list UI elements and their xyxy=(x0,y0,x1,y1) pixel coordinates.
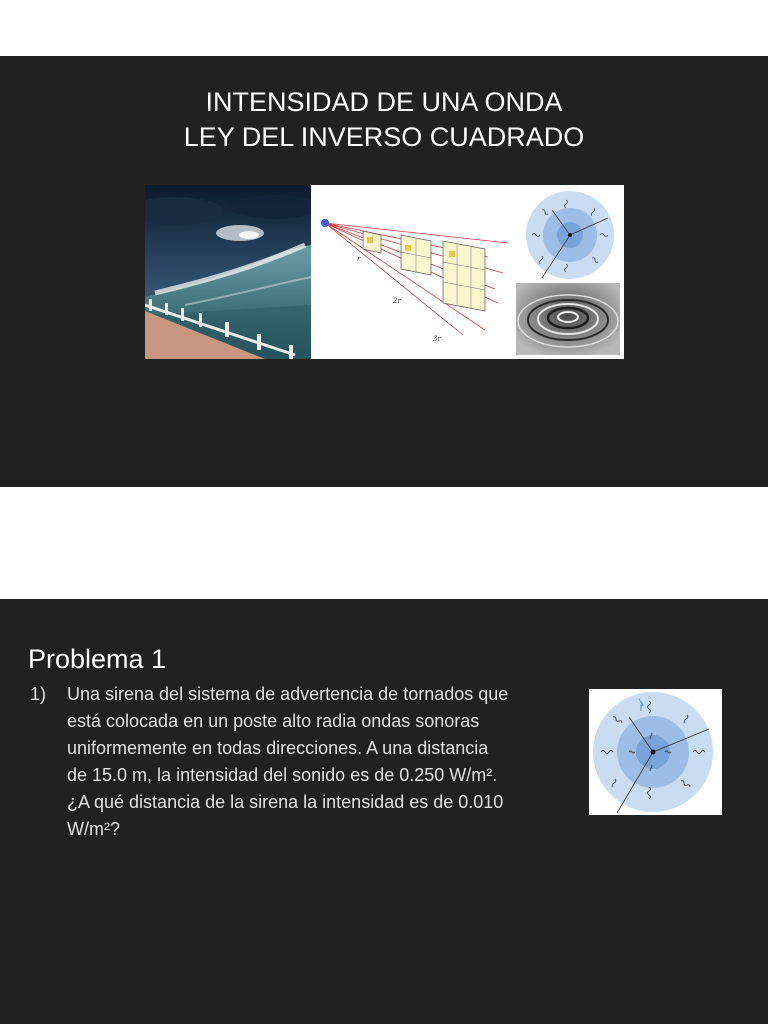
problem-text-line: está colocada en un poste alto radia ondas sonoras xyxy=(67,711,480,731)
tsunami-wave-photo xyxy=(145,185,311,359)
spherical-wave-diagram xyxy=(522,188,618,282)
problem-text-line: ¿A qué distancia de la sirena la intensidad es de 0.010 xyxy=(67,792,504,812)
problem-text-line: W/m²? xyxy=(67,819,120,839)
problem-text-line: uniformemente en todas direcciones. A una distancia xyxy=(67,738,489,758)
slide-1 xyxy=(0,56,768,487)
spherical-wave-diagram xyxy=(589,689,722,815)
water-ripple-photo xyxy=(516,283,620,355)
problem-heading: Problema 1 xyxy=(28,644,167,674)
header-image-banner xyxy=(145,185,624,359)
problem-text-line: de 15.0 m, la intensidad del sonido es de 0.250 W/m². xyxy=(67,765,498,785)
distance-label-2r: 2r xyxy=(393,297,401,305)
problem-text-line: Una sirena del sistema de advertencia de tornados que xyxy=(67,684,509,704)
slide-2 xyxy=(0,599,768,1024)
slide-title-line-1: INTENSIDAD DE UNA ONDA xyxy=(205,87,563,117)
problem-item-number: 1) xyxy=(30,684,47,704)
distance-label-r: r xyxy=(357,255,361,263)
inverse-square-pyramid-diagram xyxy=(313,185,513,359)
slide-title-line-2: LEY DEL INVERSO CUADRADO xyxy=(183,122,585,152)
distance-label-3r: 3r xyxy=(433,335,441,343)
